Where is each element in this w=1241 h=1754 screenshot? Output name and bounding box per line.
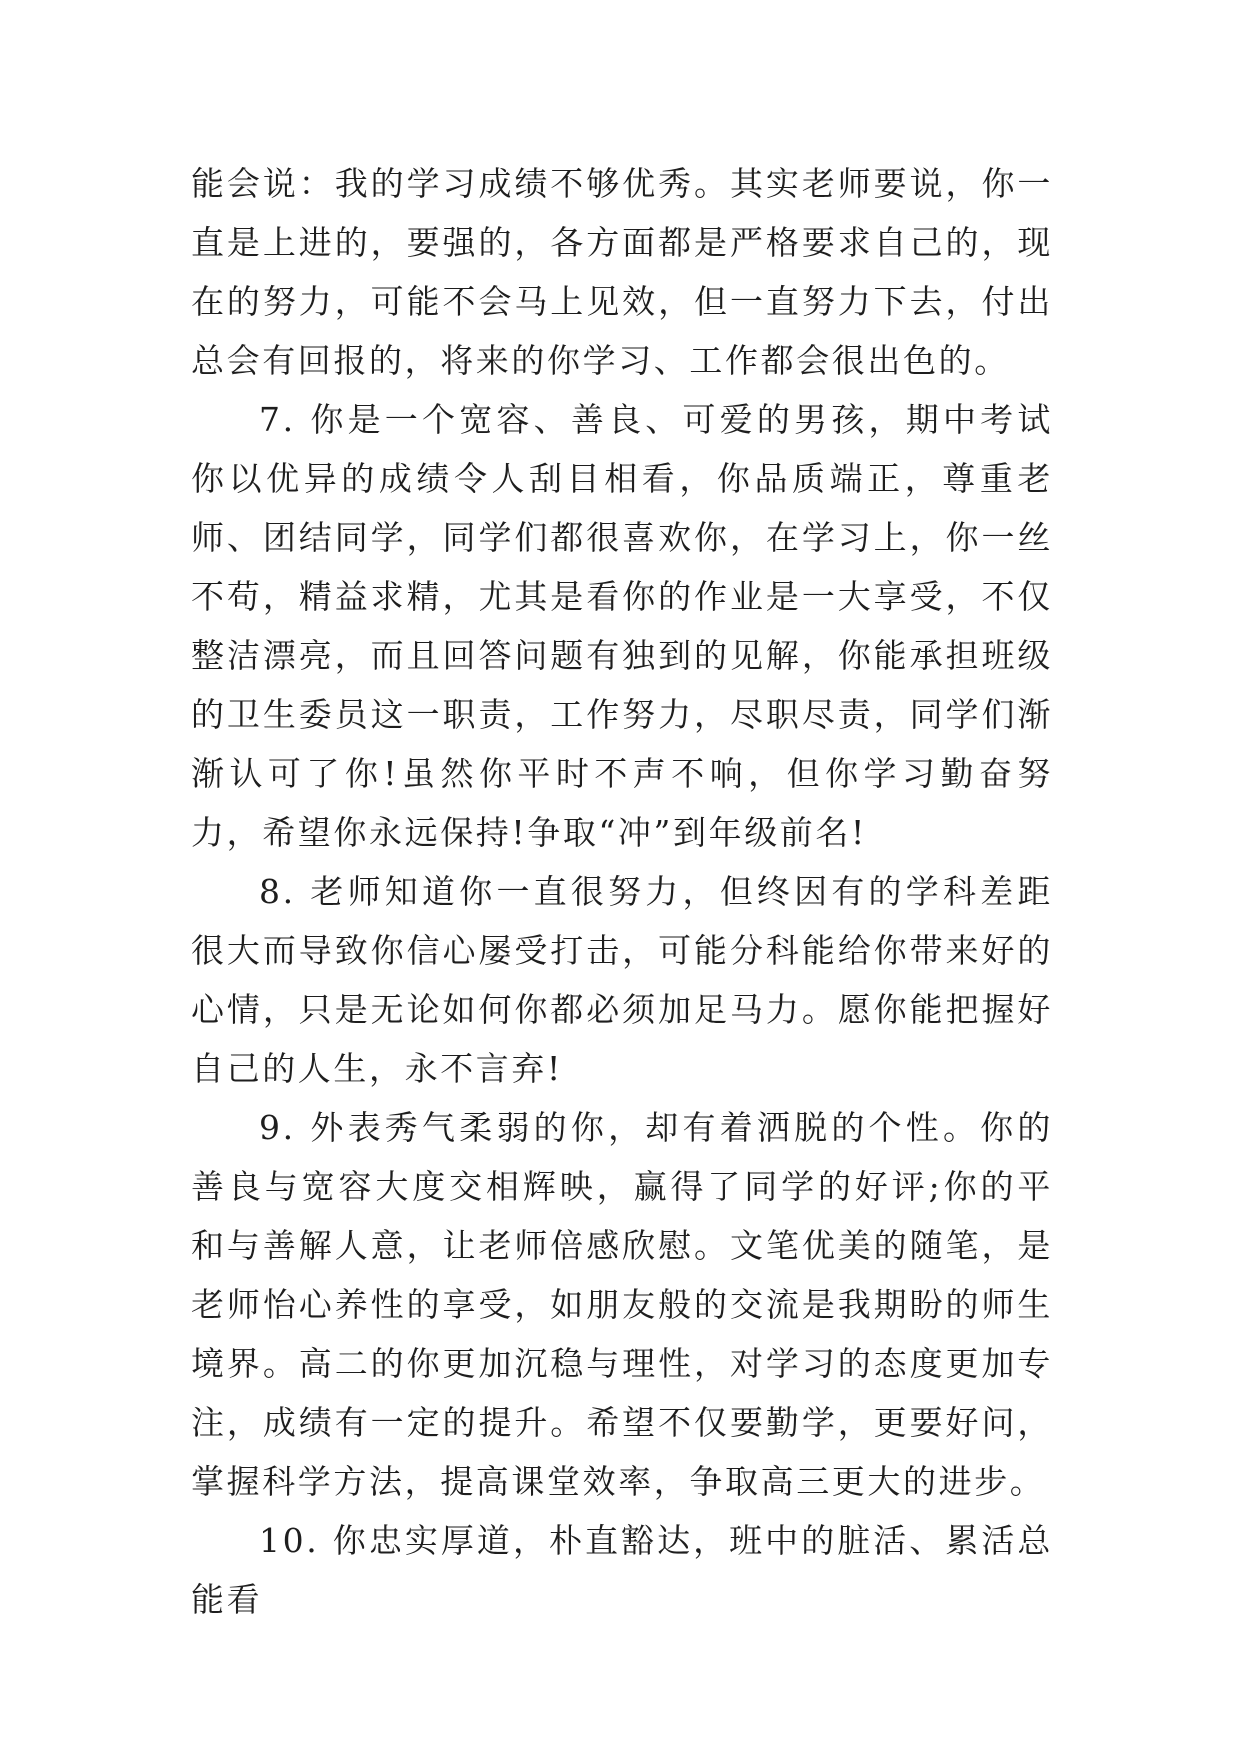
paragraph-10: 10. 你忠实厚道，朴直豁达，班中的脏活、累活总能看 xyxy=(191,1521,1053,1619)
paragraph-7: 7. 你是一个宽容、善良、可爱的男孩，期中考试你以优异的成绩令人刮目相看，你品质端正，尊重老师、团结同学，同学们都很喜欢你，在学习上，你一丝不苟，精益求精，尤其是看你的作业是一大享受，不仅整洁漂亮，而且回答问题有独到的见解，你能承担班级的卫生委员这一职责，工作努力，尽职尽责，同学们渐渐认可了你!虽然你平时不声不响，但你学习勤奋努力，希望你永远保持!争取“冲”到年级前名! xyxy=(191,400,1053,852)
paragraph-continuation: 能会说：我的学习成绩不够优秀。其实老师要说，你一直是上进的，要强的，各方面都是严格要求自己的，现在的努力，可能不会马上见效，但一直努力下去，付出总会有回报的，将来的你学习、工作都会很出色的。 xyxy=(191,164,1053,380)
paragraph-9: 9. 外表秀气柔弱的你，却有着洒脱的个性。你的善良与宽容大度交相辉映，赢得了同学的好评;你的平和与善解人意，让老师倍感欣慰。文笔优美的随笔，是老师怡心养性的享受，如朋友般的交流是我期盼的师生境界。高二的你更加沉稳与理性，对学习的态度更加专注，成绩有一定的提升。希望不仅要勤学，更要好问，掌握科学方法，提高课堂效率，争取高三更大的进步。 xyxy=(191,1108,1053,1501)
body-text xyxy=(191,154,1053,1629)
paragraph-8: 8. 老师知道你一直很努力，但终因有的学科差距很大而导致你信心屡受打击，可能分科能给你带来好的心情，只是无论如何你都必须加足马力。愿你能把握好自己的人生，永不言弃! xyxy=(191,872,1053,1088)
